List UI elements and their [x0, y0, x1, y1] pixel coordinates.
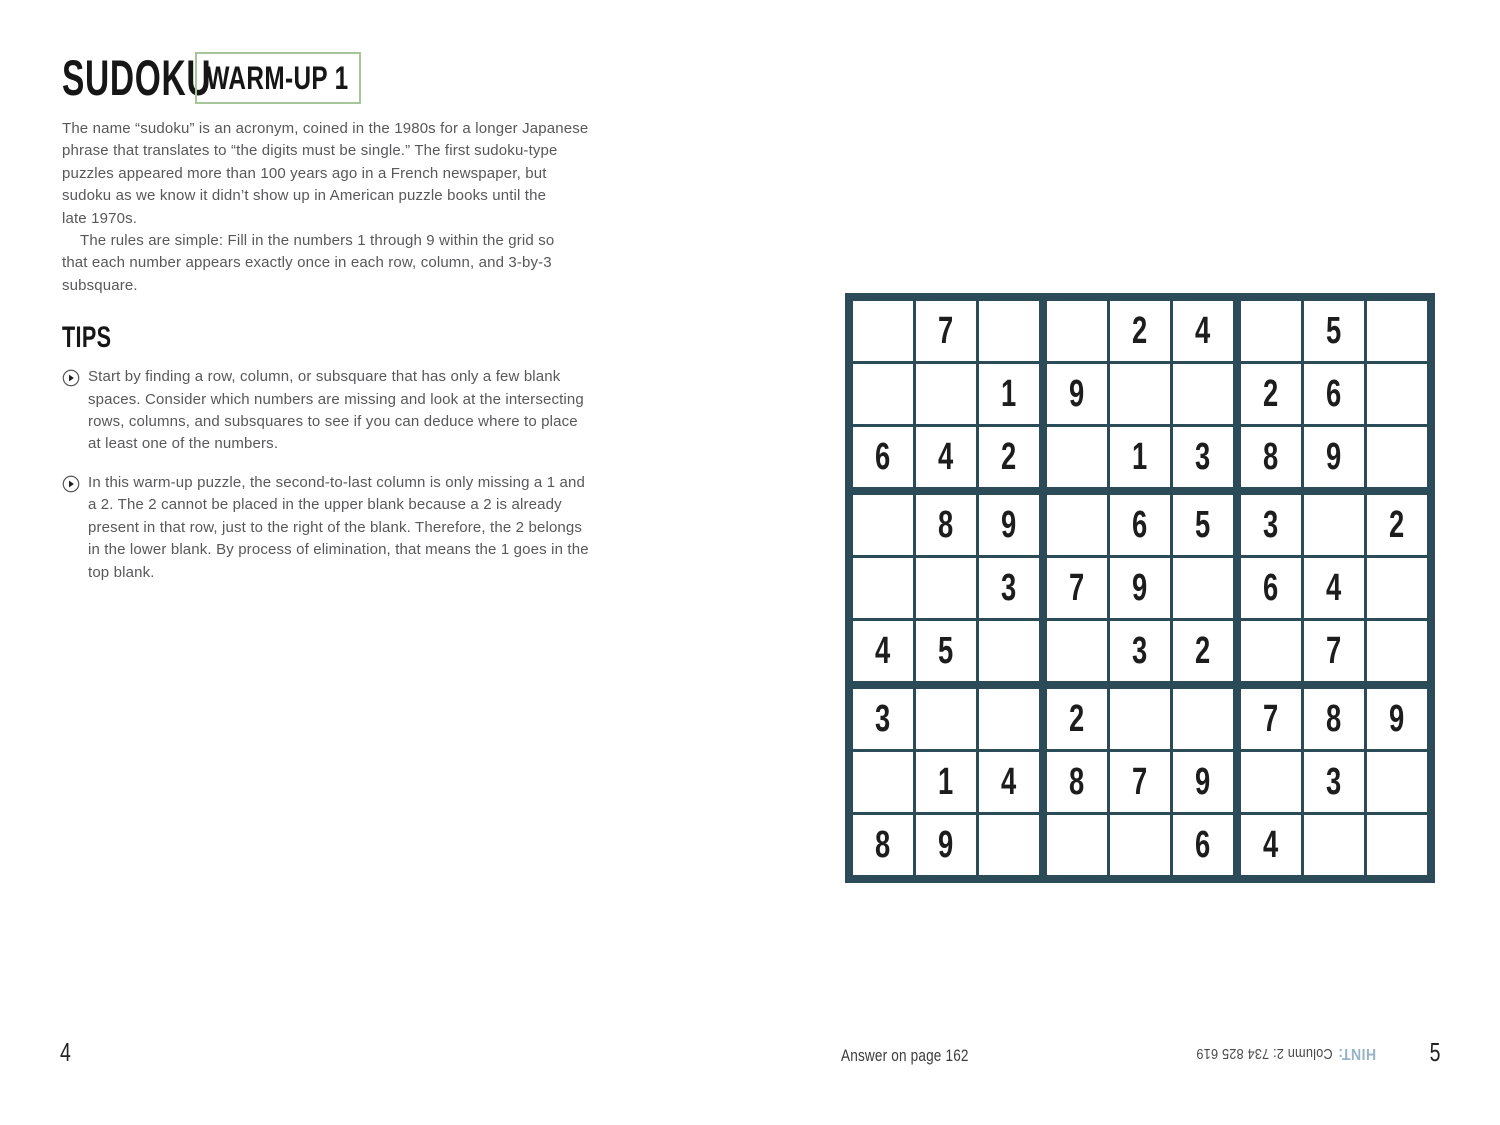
sudoku-cell-value: 8 — [875, 824, 891, 866]
sudoku-cell — [1110, 301, 1170, 361]
sudoku-cell — [853, 364, 913, 424]
text-line: puzzles appeared more than 100 years ago in a French newspaper, but — [62, 164, 547, 182]
sudoku-cell — [1173, 815, 1233, 875]
sudoku-cell-value: 6 — [1132, 504, 1148, 546]
sudoku-cell — [1367, 558, 1427, 618]
sudoku-cell-value: 7 — [1263, 698, 1279, 740]
sudoku-cell — [1047, 301, 1107, 361]
sudoku-cell — [1173, 301, 1233, 361]
sudoku-cell — [1047, 364, 1107, 424]
sudoku-cell — [1367, 495, 1427, 555]
text-line: In this warm-up puzzle, the second-to-last column is only missing a 1 and — [88, 473, 586, 491]
text-line: at least one of the numbers. — [88, 435, 279, 453]
sudoku-cell — [1304, 689, 1364, 749]
sudoku-cell-value: 9 — [1069, 373, 1085, 415]
sudoku-cell — [1110, 689, 1170, 749]
sudoku-cell-value: 9 — [1001, 504, 1017, 546]
sudoku-cell-value: 6 — [1195, 824, 1211, 866]
intro-paragraph-2 — [62, 230, 672, 297]
sudoku-cell — [1304, 427, 1364, 487]
sudoku-cell — [979, 689, 1039, 749]
sudoku-cell — [1047, 621, 1107, 681]
sudoku-cell — [979, 558, 1039, 618]
sudoku-cell-value: 2 — [1389, 504, 1405, 546]
tips-list — [62, 366, 672, 584]
warmup-badge-label: WARM-UP 1 — [206, 59, 350, 96]
sudoku-cell — [1173, 427, 1233, 487]
sudoku-cell-value: 5 — [1326, 310, 1342, 352]
sudoku-cell-value: 3 — [1195, 436, 1211, 478]
sudoku-box — [853, 689, 1039, 875]
text-line: sudoku as we know it didn’t show up in American puzzle books until the — [62, 187, 547, 205]
sudoku-cell — [1304, 558, 1364, 618]
sudoku-cell — [916, 621, 976, 681]
sudoku-cell — [1241, 558, 1301, 618]
sudoku-cell — [916, 752, 976, 812]
sudoku-cell-value: 2 — [1132, 310, 1148, 352]
left-page-content — [62, 52, 672, 600]
upside-down-hint — [1196, 1044, 1376, 1062]
sudoku-cell-value: 4 — [1195, 310, 1211, 352]
sudoku-cell-value: 7 — [1326, 630, 1342, 672]
sudoku-cell — [979, 752, 1039, 812]
sudoku-cell — [853, 427, 913, 487]
sudoku-cell-value: 9 — [1132, 567, 1148, 609]
text-line: Start by finding a row, column, or subsquare that has only a few blank — [88, 368, 561, 386]
sudoku-cell-value: 6 — [875, 436, 891, 478]
text-line: late 1970s. — [62, 209, 138, 227]
sudoku-cell — [916, 689, 976, 749]
sudoku-cell-value: 1 — [938, 761, 954, 803]
sudoku-cell — [853, 752, 913, 812]
sudoku-cell-value: 3 — [1326, 761, 1342, 803]
circle-arrow-icon — [62, 475, 80, 493]
sudoku-cell — [979, 495, 1039, 555]
sudoku-cell — [1047, 689, 1107, 749]
sudoku-cell-value: 5 — [1195, 504, 1211, 546]
tip-text — [88, 366, 584, 456]
sudoku-box — [1241, 301, 1427, 487]
sudoku-cell — [1304, 621, 1364, 681]
sudoku-box — [1241, 689, 1427, 875]
sudoku-cell-value: 4 — [1263, 824, 1279, 866]
sudoku-cell — [1173, 364, 1233, 424]
sudoku-cell-value: 6 — [1263, 567, 1279, 609]
sudoku-cell — [1110, 752, 1170, 812]
sudoku-cell — [1367, 689, 1427, 749]
sudoku-cell-value: 8 — [938, 504, 954, 546]
sudoku-box — [853, 301, 1039, 487]
warmup-badge — [195, 52, 361, 104]
sudoku-cell — [916, 558, 976, 618]
sudoku-cell — [1241, 752, 1301, 812]
sudoku-cell — [1173, 495, 1233, 555]
sudoku-cell — [916, 301, 976, 361]
text-line: The name “sudoku” is an acronym, coined in the 1980s for a longer Japanese — [62, 120, 589, 137]
sudoku-cell — [1367, 301, 1427, 361]
sudoku-cell — [1367, 815, 1427, 875]
sudoku-cell — [1241, 495, 1301, 555]
sudoku-cell — [1241, 427, 1301, 487]
sudoku-cell-value: 8 — [1263, 436, 1279, 478]
sudoku-cell — [853, 621, 913, 681]
sudoku-cell — [1367, 364, 1427, 424]
text-line: top blank. — [88, 563, 155, 581]
page-title: SUDOKU — [62, 50, 212, 106]
sudoku-cell — [916, 815, 976, 875]
sudoku-cell-value: 2 — [1195, 630, 1211, 672]
sudoku-cell — [1047, 495, 1107, 555]
sudoku-cell — [979, 815, 1039, 875]
sudoku-cell-value: 3 — [1263, 504, 1279, 546]
text-line: that each number appears exactly once in each row, column, and 3-by-3 — [62, 254, 552, 272]
sudoku-cell-value: 7 — [938, 310, 954, 352]
text-line: present in that row, just to the right of the blank. Therefore, the 2 belongs — [88, 518, 583, 536]
sudoku-cell — [1241, 364, 1301, 424]
sudoku-cell — [1173, 752, 1233, 812]
sudoku-cell-value: 2 — [1069, 698, 1085, 740]
sudoku-cell-value: 3 — [1132, 630, 1148, 672]
sudoku-cell-value: 9 — [1389, 698, 1405, 740]
sudoku-cell — [853, 815, 913, 875]
sudoku-cell-value: 9 — [938, 824, 954, 866]
hint-text: Column 2: 734 825 619 — [1195, 1045, 1333, 1061]
sudoku-cell — [1304, 815, 1364, 875]
sudoku-cell — [1241, 621, 1301, 681]
title-row — [62, 52, 672, 104]
tip-text — [88, 472, 589, 584]
sudoku-cell — [1047, 427, 1107, 487]
sudoku-box — [1241, 495, 1427, 681]
sudoku-cell — [1173, 621, 1233, 681]
sudoku-cell-value: 7 — [1069, 567, 1085, 609]
sudoku-cell — [1304, 495, 1364, 555]
tips-heading: TIPS — [62, 321, 112, 355]
sudoku-cell — [853, 558, 913, 618]
sudoku-box — [853, 495, 1039, 681]
sudoku-box — [1047, 495, 1233, 681]
text-line: in the lower blank. By process of elimination, that means the 1 goes in the — [88, 541, 589, 559]
sudoku-cell — [1304, 301, 1364, 361]
sudoku-cell — [1110, 558, 1170, 618]
sudoku-cell — [1173, 558, 1233, 618]
sudoku-cell — [1110, 495, 1170, 555]
answer-note: Answer on page 162 — [841, 1046, 969, 1065]
sudoku-cell — [1047, 558, 1107, 618]
sudoku-cell — [1241, 815, 1301, 875]
sudoku-cell — [853, 689, 913, 749]
right-page-number: 5 — [1429, 1037, 1440, 1067]
text-line: rows, columns, and subsquares to see if you can deduce where to place — [88, 413, 578, 431]
sudoku-cell — [1367, 427, 1427, 487]
sudoku-cell-value: 8 — [1069, 761, 1085, 803]
sudoku-cell — [916, 364, 976, 424]
sudoku-cell-value: 3 — [1001, 567, 1017, 609]
sudoku-cell — [1241, 689, 1301, 749]
text-line: a 2. The 2 cannot be placed in the upper blank because a 2 is already — [88, 496, 562, 514]
sudoku-cell — [916, 427, 976, 487]
sudoku-cell — [979, 427, 1039, 487]
sudoku-cell-value: 4 — [938, 436, 954, 478]
sudoku-cell-value: 2 — [1263, 373, 1279, 415]
sudoku-cell-value: 9 — [1195, 761, 1211, 803]
sudoku-cell — [1241, 301, 1301, 361]
sudoku-grid — [845, 293, 1435, 883]
sudoku-cell — [853, 301, 913, 361]
left-page-number: 4 — [60, 1037, 71, 1067]
sudoku-cell — [1110, 621, 1170, 681]
sudoku-cell-value: 3 — [875, 698, 891, 740]
tip-item — [62, 472, 672, 584]
sudoku-cell-value: 8 — [1326, 698, 1342, 740]
sudoku-cell-value: 1 — [1001, 373, 1017, 415]
text-line: The rules are simple: Fill in the numbers 1 through 9 within the grid so — [80, 232, 555, 250]
sudoku-cell — [1047, 752, 1107, 812]
intro-paragraph-1 — [62, 118, 672, 230]
sudoku-cell — [979, 364, 1039, 424]
sudoku-cell-value: 5 — [938, 630, 954, 672]
sudoku-cell-value: 4 — [1001, 761, 1017, 803]
sudoku-cell — [1367, 621, 1427, 681]
sudoku-cell — [1304, 752, 1364, 812]
sudoku-box — [1047, 301, 1233, 487]
sudoku-cell — [1110, 815, 1170, 875]
sudoku-cell — [916, 495, 976, 555]
sudoku-cell-value: 1 — [1132, 436, 1148, 478]
sudoku-cell — [979, 621, 1039, 681]
sudoku-cell — [1173, 689, 1233, 749]
hint-label: HINT: — [1337, 1045, 1376, 1062]
text-line: subsquare. — [62, 276, 138, 294]
circle-arrow-icon — [62, 369, 80, 387]
sudoku-cell-value: 2 — [1001, 436, 1017, 478]
text-line: phrase that translates to “the digits must be single.” The first sudoku-type — [62, 142, 558, 160]
sudoku-cell-value: 4 — [1326, 567, 1342, 609]
sudoku-box — [1047, 689, 1233, 875]
sudoku-cell — [1110, 427, 1170, 487]
sudoku-cell — [1367, 752, 1427, 812]
sudoku-cell-value: 7 — [1132, 761, 1148, 803]
sudoku-cell-value: 9 — [1326, 436, 1342, 478]
sudoku-cell — [853, 495, 913, 555]
tip-item — [62, 366, 672, 456]
sudoku-cell — [1047, 815, 1107, 875]
sudoku-cell — [1304, 364, 1364, 424]
sudoku-cell — [979, 301, 1039, 361]
sudoku-cell — [1110, 364, 1170, 424]
sudoku-cell-value: 6 — [1326, 373, 1342, 415]
sudoku-cell-value: 4 — [875, 630, 891, 672]
text-line: spaces. Consider which numbers are missing and look at the intersecting — [88, 390, 584, 408]
